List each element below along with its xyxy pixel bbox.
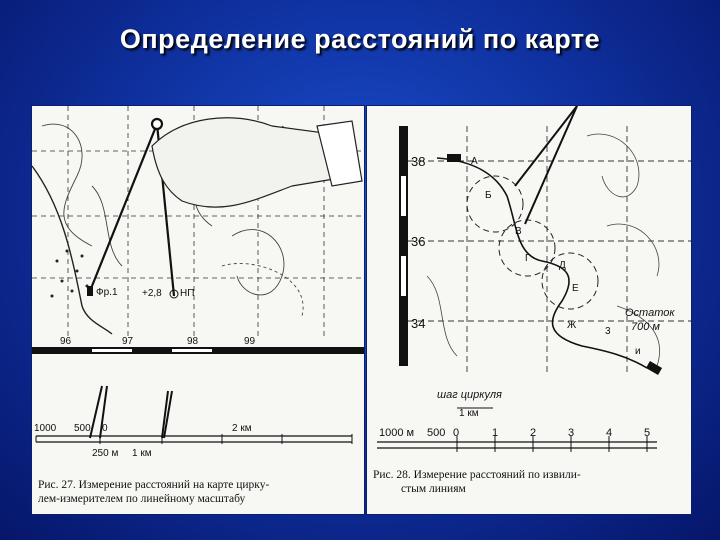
marker-label-left: Фр.1 <box>96 287 118 298</box>
point-label: 3 <box>605 326 611 337</box>
point-label: Ж <box>567 320 577 331</box>
scale-label: 2 км <box>232 423 252 434</box>
scale-label: 0 <box>102 423 108 434</box>
route-point-labels <box>471 156 641 357</box>
scale-label: 500 <box>74 423 91 434</box>
vertical-scale-bar <box>399 126 408 366</box>
scale-label: 500 <box>427 427 446 439</box>
figure-28-panel <box>367 106 691 514</box>
divider-instrument <box>515 106 577 224</box>
compass-step-label: шаг циркуля <box>437 389 502 401</box>
figure-28-drawing <box>367 106 691 514</box>
scale-label: 2 <box>530 427 537 439</box>
grid-number: 34 <box>411 316 426 331</box>
grid-number: 99 <box>244 336 256 347</box>
point-label: Г <box>525 253 531 264</box>
scale-label: 1000 м <box>379 427 415 439</box>
end-marker <box>646 361 662 375</box>
caption-line: лем-измерителем по линейному масштабу <box>38 493 246 505</box>
grid-number: 38 <box>411 154 426 169</box>
grid-number-row <box>60 336 256 347</box>
point-label: А <box>471 156 478 167</box>
grid-number-column <box>411 154 425 331</box>
linear-scale <box>377 427 657 452</box>
point-label: В <box>515 226 522 237</box>
grid-number: 97 <box>122 336 134 347</box>
figure-27-caption <box>38 478 360 506</box>
remainder-label: Остаток <box>625 307 675 319</box>
figure-28-caption <box>373 468 689 496</box>
winding-route <box>437 158 647 368</box>
map-markers <box>87 286 194 299</box>
grid-number: 98 <box>187 336 199 347</box>
marker-label-value: +2,8 <box>142 288 162 299</box>
scale-label: 1000 <box>34 423 57 434</box>
point-label: Д <box>559 260 566 271</box>
measure-label: 250 м <box>92 448 119 459</box>
grid-number: 96 <box>60 336 72 347</box>
slide-title: Определение расстояний по карте <box>119 24 601 54</box>
contour-lines <box>427 134 660 366</box>
point-label: Б <box>485 190 492 201</box>
linear-scale <box>34 386 352 459</box>
point-label: и <box>635 346 641 357</box>
dotted-terrain <box>51 250 89 298</box>
figure-27-drawing <box>32 106 364 514</box>
caption-line: Рис. 28. Измерение расстояний по извили- <box>373 469 581 481</box>
point-label: Е <box>572 283 579 294</box>
grid-number: 36 <box>411 234 426 249</box>
scale-label: 0 <box>453 427 460 439</box>
step-value: 1 км <box>459 408 479 419</box>
caption-line: стым линиям <box>401 483 466 495</box>
scale-label: 1 <box>492 427 499 439</box>
scale-label: 3 <box>568 427 575 439</box>
marker-label-np: НП <box>180 288 195 299</box>
road <box>32 166 112 334</box>
caption-line: Рис. 27. Измерение расстояний на карте цирку- <box>38 479 270 491</box>
measure-label: 1 км <box>132 448 152 459</box>
scale-label: 4 <box>606 427 613 439</box>
scale-label: 5 <box>644 427 651 439</box>
remainder-value: 700 м <box>631 321 660 333</box>
start-marker <box>447 154 461 162</box>
figure-27-panel <box>32 106 364 514</box>
map-grid <box>408 126 691 376</box>
